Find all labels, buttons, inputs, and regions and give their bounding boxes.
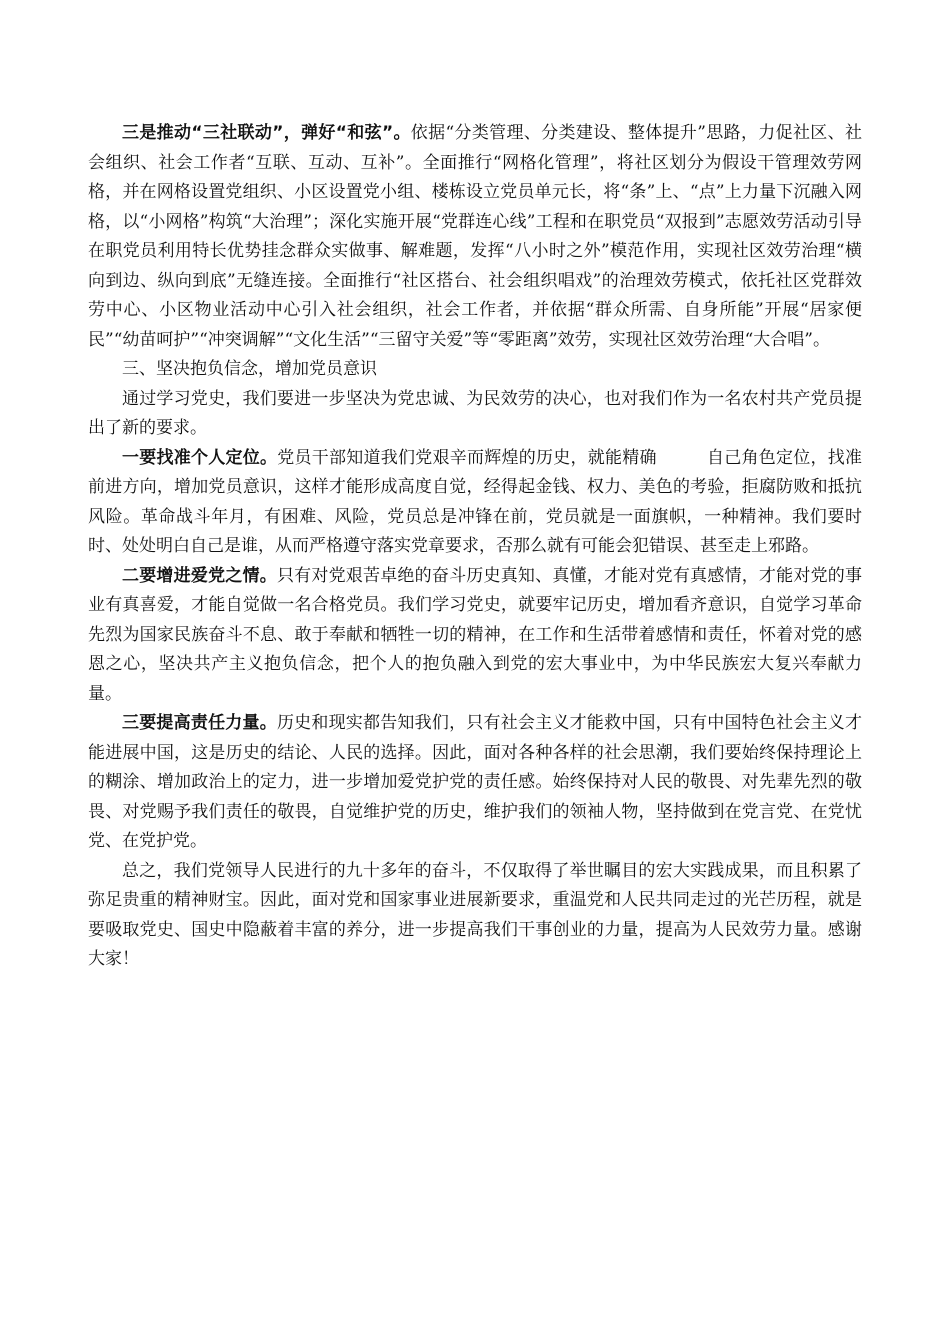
paragraph-text-continued: 自己角色定位，找准前进方向，增加党员意识，这样才能形成高度自觉，经得起金钱、权力、美色的考验，拒腐防败和抵抗风险。革命战斗年月，有困难、风险，党员总是冲锋在前，党员就是一面旗帜，一种精神。我们要时时、处处明白自己是谁，从而严格遵守落实党章要求，否那么就有可能会犯错误、甚至走上邪路。 xyxy=(88,447,862,556)
section-heading-text: 三、坚决抱负信念，增加党员意识 xyxy=(122,359,377,379)
paragraph-text: 历史和现实都告知我们，只有社会主义才能救中国，只有中国特色社会主义才能进展中国，这是历史的结论、人民的选择。因此，面对各种各样的社会思潮，我们要始终保持理论上的糊涂、增加政治上的定力，进一步增加爱党护党的责任感。始终保持对人民的敬畏、对先辈先烈的敬畏、对党赐予我们责任的敬畏，自觉维护党的历史，维护我们的领袖人物，坚持做到在党言党、在党忧党、在党护党。 xyxy=(88,713,863,851)
paragraph-conclusion xyxy=(88,857,862,975)
paragraph-lead: 一要找准个人定位。 xyxy=(122,447,278,468)
paragraph-intro xyxy=(88,385,862,444)
paragraph-three-social-linkage xyxy=(88,119,862,355)
paragraph-love-party xyxy=(88,562,862,710)
paragraph-text: 依据“分类管理、分类建设、整体提升”思路，力促社区、社会组织、社会工作者“互联、互动、互补”。全面推行“网格化管理”，将社区划分为假设干管理效劳网格，并在网格设置党组织、小区设置党小组、楼栋设立党员单元长，将“条”上、“点”上力量下沉融入网格，以“小网格”构筑“大治理”；深化实施开展“党群连心线”工程和在职党员“双报到”志愿效劳活动引导在职党员利用特长优势挂念群众实做事、解难题，发挥“八小时之外”模范作用，实现社区效劳治理“横向到边、纵向到底”无缝连接。全面推行“社区搭台、社会组织唱戏”的治理效劳模式，依托社区党群效劳中心、小区物业活动中心引入社会组织，社会工作者，并依据“群众所需、自身所能”开展“居家便民”“幼苗呵护”“冲突调解”“文化生活”“三留守关爱”等“零距离”效劳，实现社区效劳治理“大合唱”。 xyxy=(88,123,862,350)
section-heading xyxy=(88,355,862,385)
paragraph-text: 只有对党艰苦卓绝的奋斗历史真知、真懂，才能对党有真感情，才能对党的事业有真喜爱，才能自觉做一名合格党员。我们学习党史，就要牢记历史，增加看齐意识，自觉学习革命先烈为国家民族奋斗不息、敢于奉献和牺牲一切的精神，在工作和生活带着感情和责任，怀着对党的感恩之心，坚决共产主义抱负信念，把个人的抱负融入到党的宏大事业中，为中华民族宏大复兴奉献力量。 xyxy=(88,565,863,704)
paragraph-text: 党员干部知道我们党艰辛而辉煌的历史，就能精确 xyxy=(277,447,657,468)
paragraph-lead: 二要增进爱党之情。 xyxy=(122,565,277,586)
document-body xyxy=(88,119,862,975)
paragraph-responsibility xyxy=(88,709,862,857)
paragraph-lead: 三是推动“三社联动”，弹好“和弦”。 xyxy=(122,123,411,143)
paragraph-text: 通过学习党史，我们要进一步坚决为党忠诚、为民效劳的决心，也对我们作为一名农村共产党员提出了新的要求。 xyxy=(88,388,862,438)
paragraph-personal-positioning xyxy=(88,444,862,562)
paragraph-text: 总之，我们党领导人民进行的九十多年的奋斗，不仅取得了举世瞩目的宏大实践成果，而且积累了弥足贵重的精神财宝。因此，面对党和国家事业进展新要求，重温党和人民共同走过的光芒历程，就是要吸取党史、国史中隐蔽着丰富的养分，进一步提高我们干事创业的力量，提高为人民效劳力量。感谢大家！ xyxy=(88,860,862,969)
paragraph-lead: 三要提高责任力量。 xyxy=(122,713,277,733)
